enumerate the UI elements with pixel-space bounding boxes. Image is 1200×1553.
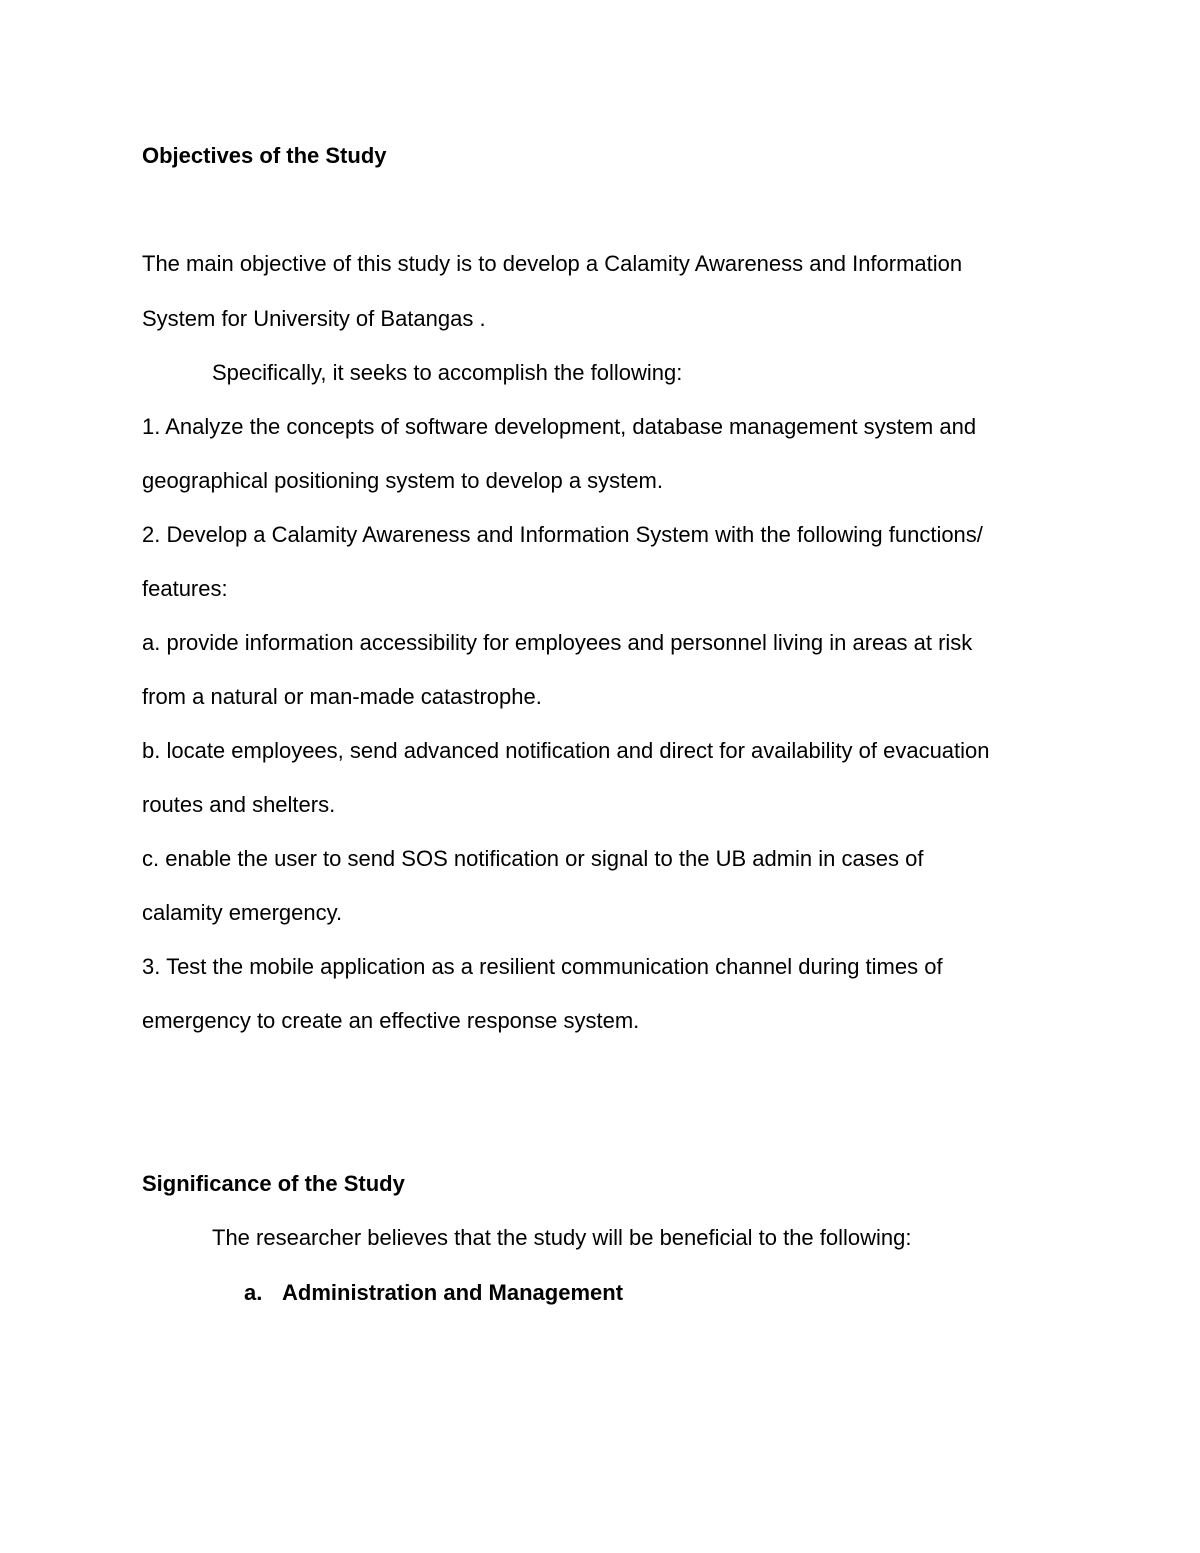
objectives-intro-line-1: The main objective of this study is to develop a Calamity Awareness and Information (142, 251, 963, 276)
objectives-heading: Objectives of the Study (142, 143, 387, 168)
objectives-intro-line-2: System for University of Batangas . (142, 306, 486, 331)
significance-heading: Significance of the Study (142, 1171, 405, 1196)
objective-item-2b-line-1: b. locate employees, send advanced notification and direct for availability of evacuation (142, 738, 990, 763)
objectives-specific-intro: Specifically, it seeks to accomplish the following: (212, 360, 683, 385)
significance-item-a-letter: a. (244, 1280, 263, 1305)
objective-item-3-line-1: 3. Test the mobile application as a resilient communication channel during times of (142, 954, 943, 979)
objective-item-2a-line-1: a. provide information accessibility for employees and personnel living in areas at risk (142, 630, 973, 655)
significance-item-a (244, 1279, 623, 1307)
objective-item-3-line-2: emergency to create an effective response system. (142, 1008, 640, 1033)
objective-item-1-line-1: 1. Analyze the concepts of software development, database management system and (142, 414, 977, 439)
objective-item-2a-line-2: from a natural or man-made catastrophe. (142, 684, 542, 709)
significance-item-a-label: Administration and Management (282, 1280, 624, 1305)
objective-item-2c-line-2: calamity emergency. (142, 900, 343, 925)
objective-item-2-line-1: 2. Develop a Calamity Awareness and Information System with the following functions/ (142, 522, 983, 547)
objective-item-2c-line-1: c. enable the user to send SOS notification or signal to the UB admin in cases of (142, 846, 924, 871)
significance-intro: The researcher believes that the study will be beneficial to the following: (212, 1225, 912, 1250)
objective-item-1-line-2: geographical positioning system to develop a system. (142, 468, 663, 493)
objective-item-2b-line-2: routes and shelters. (142, 792, 336, 817)
objective-item-2-line-2: features: (142, 576, 228, 601)
